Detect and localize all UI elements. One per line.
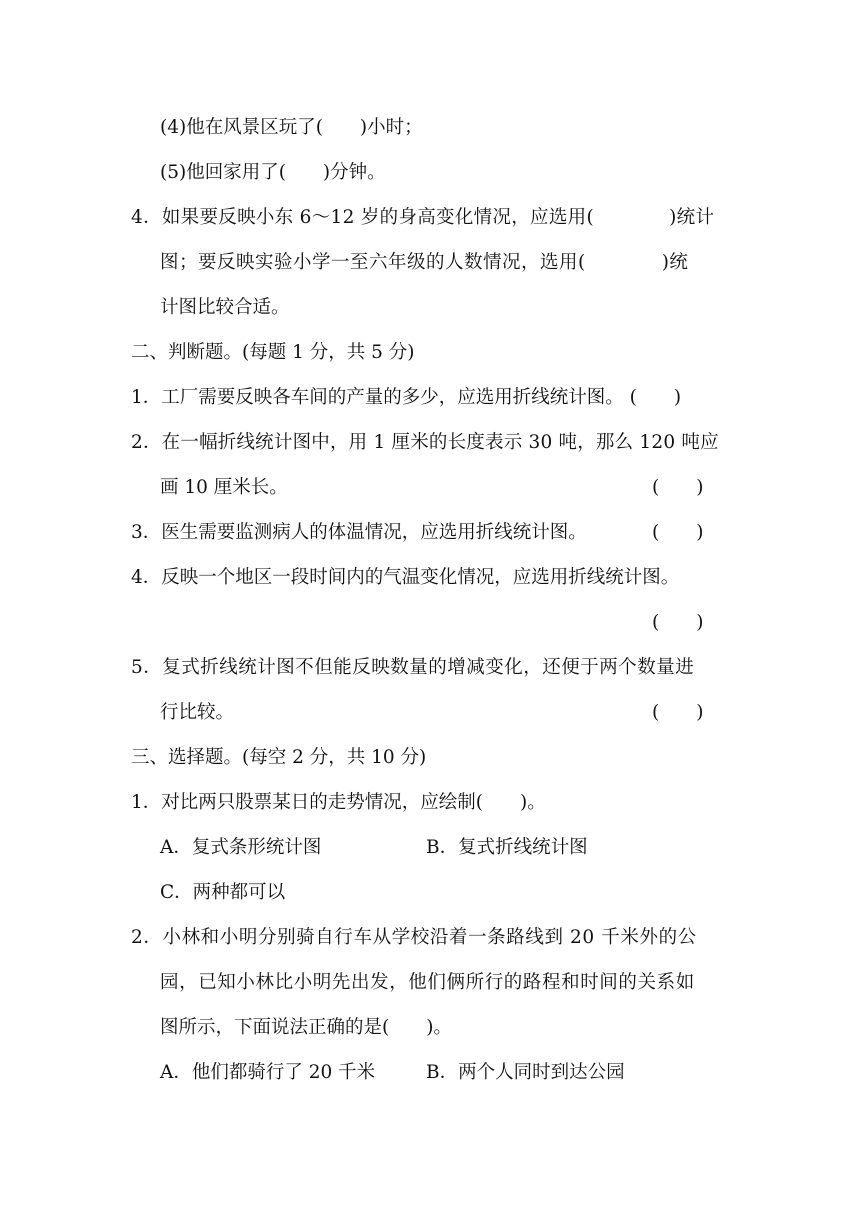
tf-q2-line2: 画 10 厘米长。: [160, 477, 288, 498]
tf-q4-answer-blank: ( ): [652, 612, 704, 633]
q4-line3: 计图比较合适。: [160, 297, 290, 318]
tf-q3-answer-blank: ( ): [652, 522, 704, 543]
tf-q2-line1: 2．在一幅折线统计图中，用 1 厘米的长度表示 30 吨，那么 120 吨应: [131, 432, 719, 453]
section-2-title: 二、判断题。(每题 1 分，共 5 分): [131, 342, 415, 363]
mc-q1-option-a: A．复式条形统计图: [160, 837, 322, 858]
section-3-title: 三、选择题。(每空 2 分，共 10 分): [131, 747, 427, 768]
mc-q1: 1．对比两只股票某日的走势情况，应绘制( )。: [131, 792, 546, 813]
tf-q3: 3．医生需要监测病人的体温情况，应选用折线统计图。: [131, 522, 587, 543]
mc-q1-option-b: B．复式折线统计图: [426, 837, 588, 858]
q3-sub4: (4)他在风景区玩了( )小时；: [160, 117, 423, 138]
mc-q2-line1: 2．小林和小明分别骑自行车从学校沿着一条路线到 20 千米外的公: [131, 927, 697, 948]
mc-q2-line2: 园，已知小林比小明先出发，他们俩所行的路程和时间的关系如: [160, 972, 695, 993]
q4-line1: 4．如果要反映小东 6～12 岁的身高变化情况，应选用( )统计: [131, 207, 715, 228]
mc-q2-option-b: B．两个人同时到达公园: [426, 1062, 625, 1083]
tf-q4: 4．反映一个地区一段时间内的气温变化情况，应选用折线统计图。: [131, 567, 680, 588]
mc-q2-option-a: A．他们都骑行了 20 千米: [160, 1062, 376, 1083]
tf-q1: 1．工厂需要反映各车间的产量的多少，应选用折线统计图。 ( ): [131, 387, 682, 408]
mc-q1-option-c: C．两种都可以: [160, 882, 286, 903]
tf-q5-line1: 5．复式折线统计图不但能反映数量的增减变化，还便于两个数量进: [131, 657, 695, 678]
q3-sub5: (5)他回家用了( )分钟。: [160, 162, 386, 183]
tf-q5-line2: 行比较。: [160, 702, 235, 723]
q4-line2: 图；要反映实验小学一至六年级的人数情况，选用( )统: [160, 252, 689, 273]
tf-q5-answer-blank: ( ): [652, 702, 704, 723]
tf-q2-answer-blank: ( ): [652, 477, 704, 498]
mc-q2-line3: 图所示，下面说法正确的是( )。: [160, 1017, 452, 1038]
